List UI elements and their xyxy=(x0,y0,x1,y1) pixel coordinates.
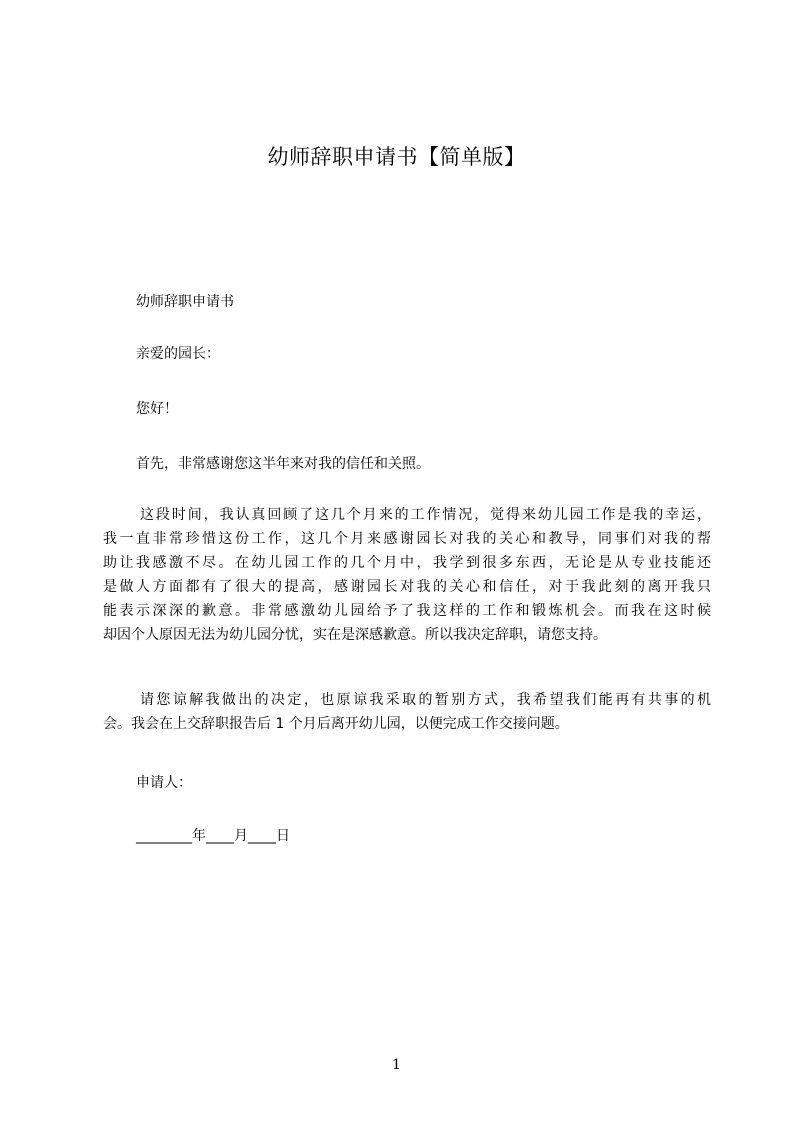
body-paragraph-2 xyxy=(103,688,711,736)
salutation: 亲爱的园长： xyxy=(136,346,220,362)
page-number: 1 xyxy=(392,1057,401,1073)
opening-paragraph: 首先，非常感谢您这半年来对我的信任和关照。 xyxy=(136,456,430,472)
paragraph-line: 却因个人原因无法为幼儿园分忧，实在是深感歉意。所以我决定辞职，请您支持。 xyxy=(103,627,607,643)
paragraph-line: 请您谅解我做出的决定，也原谅我采取的暂别方式，我希望我们能再有共事的机 xyxy=(140,692,711,708)
body-paragraph-1 xyxy=(103,503,711,647)
paragraph-line: 能表示深深的歉意。非常感激幼儿园给予了我这样的工作和锻炼机会。而我在这时候 xyxy=(103,603,711,619)
page-title: 幼师辞职申请书【简单版】 xyxy=(267,145,526,169)
signature-label: 申请人： xyxy=(136,775,192,791)
paragraph-line: 助让我感激不尽。在幼儿园工作的几个月中，我学到很多东西，无论是从专业技能还 xyxy=(103,555,711,571)
letter-heading: 幼师辞职申请书 xyxy=(136,294,234,310)
greeting: 您好！ xyxy=(136,401,178,417)
paragraph-line: 是做人方面都有了很大的提高，感谢园长对我的关心和信任，对于我此刻的离开我只 xyxy=(103,579,711,595)
paragraph-line: 我一直非常珍惜这份工作，这几个月来感谢园长对我的关心和教导，同事们对我的帮 xyxy=(103,531,711,547)
paragraph-line: 这段时间，我认真回顾了这几个月来的工作情况，觉得来幼儿园工作是我的幸运， xyxy=(140,507,711,523)
paragraph-line: 会。我会在上交辞职报告后 1 个月后离开幼儿园，以便完成工作交接问题。 xyxy=(103,716,569,732)
date-line: ________年____月____日 xyxy=(136,828,290,844)
